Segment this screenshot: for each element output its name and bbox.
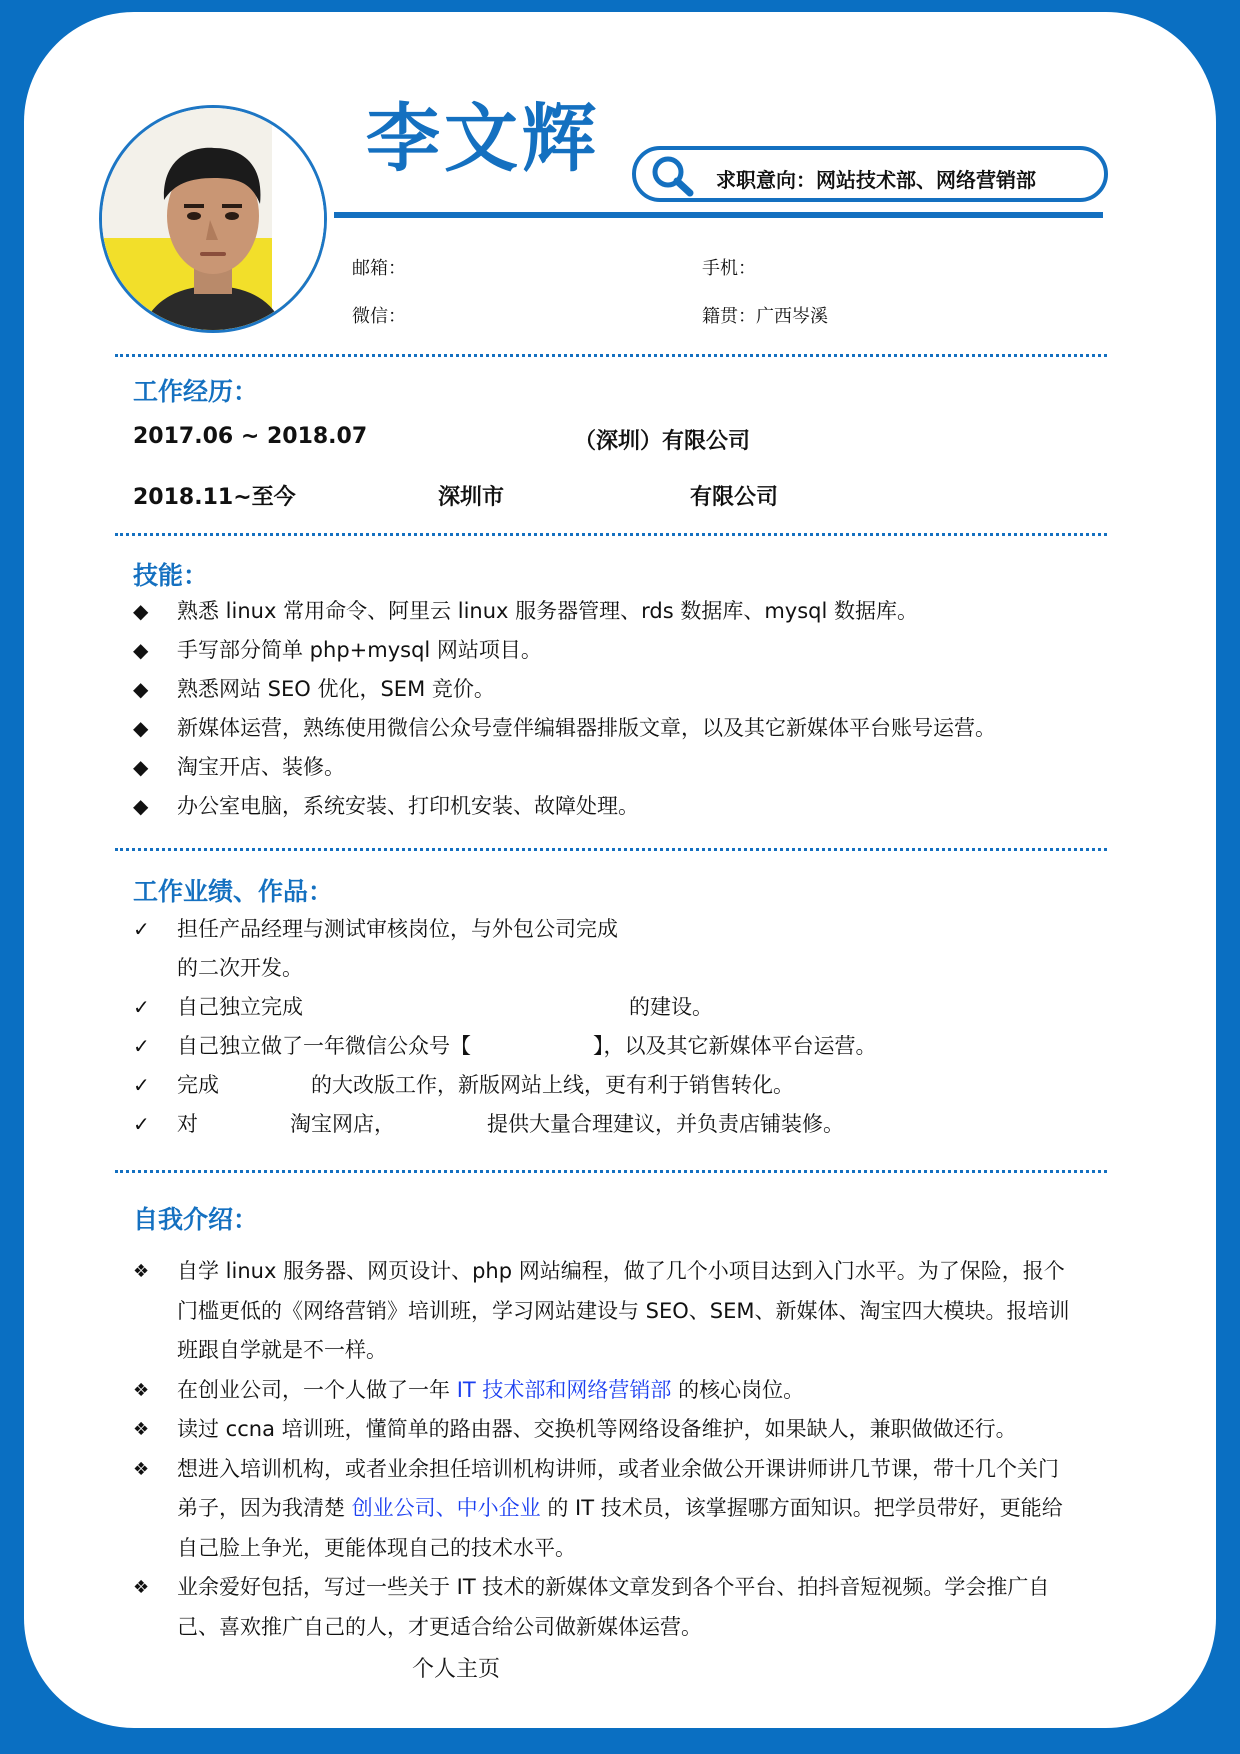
divider (115, 354, 1107, 357)
divider (115, 533, 1107, 536)
list-item-continuation: 的二次开发。 (177, 956, 303, 980)
job-objective: 求职意向：网站技术部、网络营销部 (716, 168, 1036, 192)
list-item: ◆ 熟悉 linux 常用命令、阿里云 linux 服务器管理、rds 数据库、mysql 数据库。 (133, 599, 919, 623)
experience-title: 工作经历： (133, 377, 259, 406)
list-item: ✓ 完成 的大改版工作，新版网站上线，更有利于销售转化。 (133, 1073, 794, 1097)
highlight-link[interactable]: IT 技术部和网络营销部 (456, 1377, 672, 1402)
works-list (133, 910, 877, 1144)
highlight-link[interactable]: 创业公司、中小企业 (351, 1496, 541, 1520)
skills-list (133, 592, 996, 826)
candidate-name: 李文辉 (366, 96, 600, 182)
email-label: 邮箱： (352, 258, 406, 279)
intro-title: 自我介绍： (133, 1205, 259, 1234)
phone-label: 手机： (702, 258, 756, 279)
list-item: ◆ 新媒体运营，熟练使用微信公众号壹伴编辑器排版文章，以及其它新媒体平台账号运营。 (133, 716, 996, 740)
job-period: 2017.06 ~ 2018.07 (133, 424, 368, 449)
objective-box (632, 146, 1108, 202)
job-company: （深圳）有限公司 (574, 429, 751, 454)
header-rule (334, 212, 1103, 218)
homepage-link[interactable]: 个人主页 (412, 1657, 501, 1682)
wechat-label: 微信： (352, 306, 406, 327)
works-title: 工作业绩、作品： (133, 877, 334, 906)
skills-title: 技能： (133, 561, 209, 590)
list-item: ✓ 自己独立做了一年微信公众号【 】，以及其它新媒体平台运营。 (133, 1034, 877, 1058)
list-item: ❖ 在创业公司，一个人做了一年 IT 技术部和网络营销部 的核心岗位。 (133, 1377, 805, 1402)
intro-list (133, 1252, 1073, 1647)
list-item: ❖ 自学 linux 服务器、网页设计、php 网站编程，做了几个小项目达到入门水平。为了保险，报个门槛更低的《网络营销》培训班，学习网站建设与 SEO、SEM、新媒体、淘宝四大模块。报培训班跟自学就是不一样。 (133, 1259, 1070, 1362)
profile-photo (99, 105, 327, 333)
list-item: ✓ 担任产品经理与测试审核岗位，与外包公司完成 (133, 917, 618, 941)
list-item: ◆ 办公室电脑，系统安装、打印机安装、故障处理。 (133, 794, 639, 818)
list-item: ◆ 淘宝开店、装修。 (133, 755, 345, 779)
divider (115, 848, 1107, 851)
list-item: ❖ 想进入培训机构，或者业余担任培训机构讲师，或者业余做公开课讲师讲几节课，带十几个关门弟子，因为我清楚 创业公司、中小企业 的 IT 技术员，该掌握哪方面知识。把学员带好，更能给自己脸上争光，更能体现自己的技术水平。 (133, 1456, 1063, 1560)
divider (115, 1170, 1107, 1173)
job-city: 深圳市 (438, 485, 505, 510)
list-item: ❖ 读过 ccna 培训班，懂简单的路由器、交换机等网络设备维护，如果缺人，兼职做做还行。 (133, 1417, 1017, 1441)
job-company: 有限公司 (690, 485, 779, 510)
search-icon (648, 154, 698, 198)
list-item: ✓ 对 淘宝网店， 提供大量合理建议，并负责店铺装修。 (133, 1112, 844, 1136)
job-period: 2018.11~至今 (133, 485, 296, 510)
list-item: ◆ 熟悉网站 SEO 优化，SEM 竞价。 (133, 677, 495, 701)
list-item: ❖ 业余爱好包括，写过一些关于 IT 技术的新媒体文章发到各个平台、拍抖音短视频。学会推广自己、喜欢推广自己的人，才更适合给公司做新媒体运营。 (133, 1575, 1050, 1639)
list-item: ◆ 手写部分简单 php+mysql 网站项目。 (133, 638, 542, 662)
list-item: ✓ 自己独立完成 的建设。 (133, 995, 713, 1019)
origin-label: 籍贯：广西岑溪 (702, 306, 828, 327)
